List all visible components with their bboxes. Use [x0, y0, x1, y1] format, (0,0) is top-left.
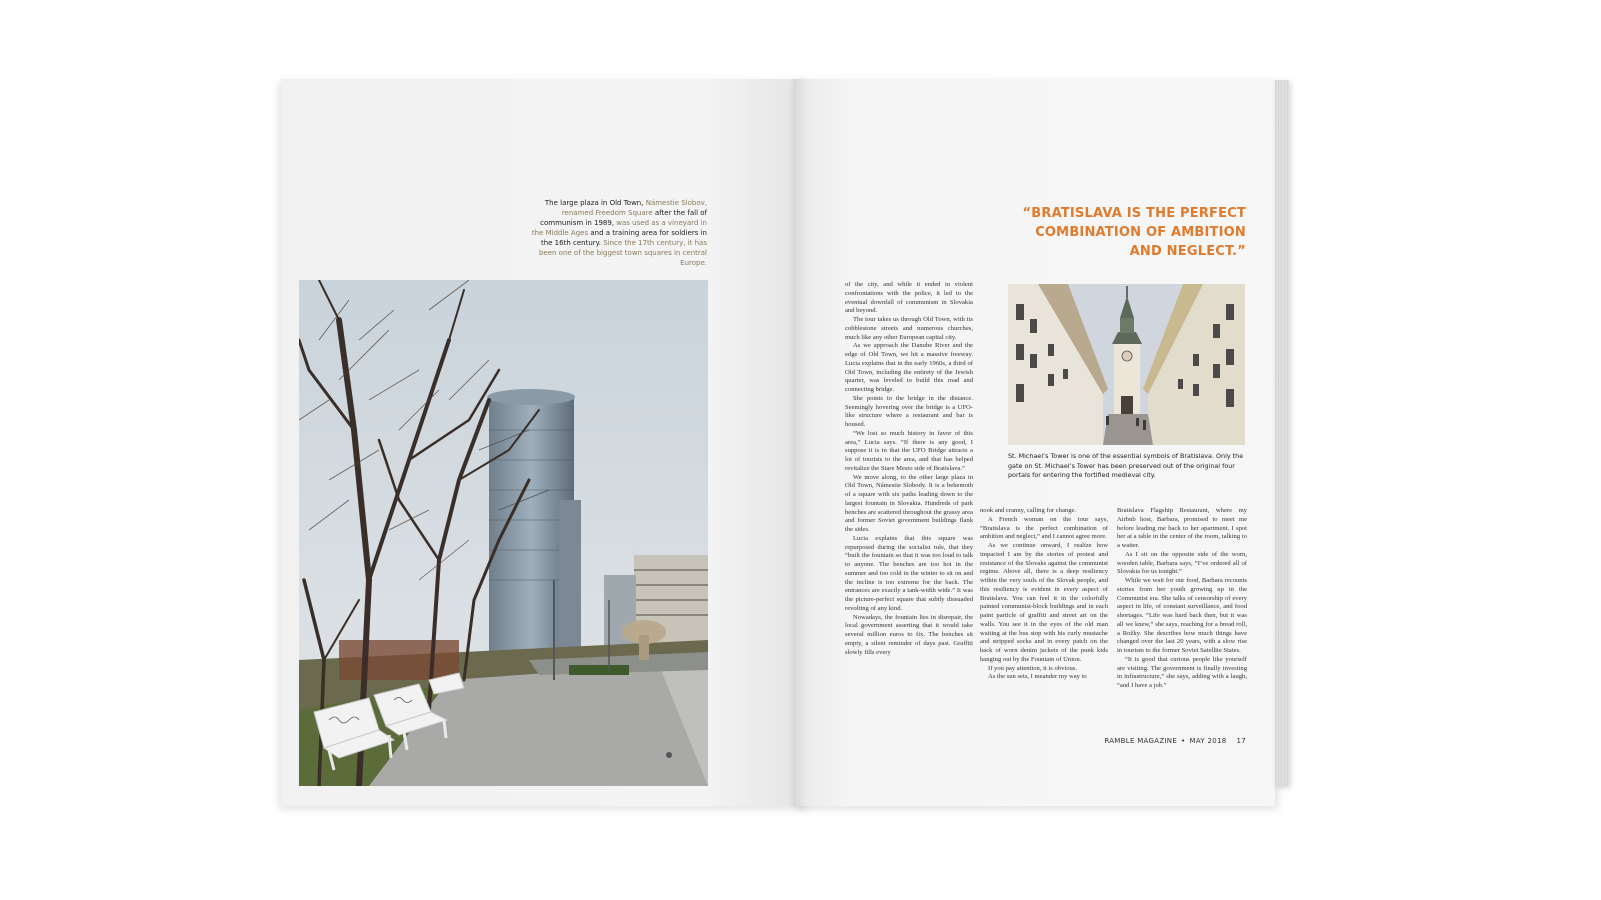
caption-part: after the fall of communism in 1989,: [540, 209, 707, 227]
left-photo-caption: [530, 198, 707, 268]
caption-part: Námestie Slobov, renamed Freedom Square: [561, 199, 707, 217]
magazine-name: RAMBLE MAGAZINE: [1104, 737, 1178, 745]
tower-photo-caption: St. Michael’s Tower is one of the essential symbols of Bratislava. Only the gate on St. Michael’s Tower has been preserved out of the original four portals for entering the fortified medieval city.: [1008, 452, 1244, 480]
paragraph: A French woman on the tour says, “Bratislava is the perfect combination of ambition and neglect,” and I cannot agree more.: [980, 515, 1108, 541]
body-column-1: [845, 281, 973, 657]
paragraph: “It is good that curious people like yourself are visiting. The government is finally investing in infrastructure,” she says, adding with a laugh, “and I have a job.”: [1117, 655, 1247, 689]
paragraph: Bratislava Flagship Restaurant, where my Airbnb host, Barbara, promised to meet me before leading me back to her apartment. I spot her at a table in the center of the room, talking to a waiter.: [1117, 507, 1247, 549]
paragraph: nook and cranny, calling for change.: [980, 507, 1077, 514]
paragraph: The tour takes us through Old Town, with its cobblestone streets and numerous churches, much like any other European capital city.: [845, 316, 973, 341]
body-column-3: [1117, 507, 1247, 691]
old-town-plaza-photo: [299, 280, 708, 786]
paragraph: She points to the bridge in the distance. Seemingly hovering over the bridge is a UFO-like structure where a restaurant and bar is housed.: [845, 394, 973, 428]
paragraph: Lucia explains that this square was repurposed during the socialist rule, that they “built the fountain so that it was too loud to talk to anyone. The benches are too hot in the summer and too cold in the winter to sit on and the incline is too extreme for the back. The entrances are exactly a tank-width wide.” It was the picture-perfect square that subtly dissuaded revolting of any kind.: [845, 534, 973, 612]
caption-part: was used as a vineyard in the Middle Ages: [531, 219, 707, 237]
footer-separator: •: [1181, 737, 1186, 745]
paragraph: of the city, and while it ended in violent confrontations with the police, it led to the eventual downfall of communism in Slovakia and beyond.: [845, 281, 973, 315]
paragraph: “We lost so much history in favor of this area,” Lucia says. “If there is any good, I suppose it is in that the UFO Bridge attracts a lot of tourists to the area, and that has helped revitalize the Stare Mesto side of Bratislava.”: [845, 429, 973, 472]
paragraph: As we approach the Danube River and the edge of Old Town, we hit a massive freeway. Lucia explains that in the early 1960s, a third of Old Town, including the entirety of the Jewish quarter, was leveled to build this road and connecting bridge.: [845, 342, 973, 393]
page-footer: [980, 737, 1246, 745]
tower-photo-illustration: [1008, 284, 1245, 445]
paragraph: Nowadays, the fountain lies in disrepair, the local government asserting that it would take several million euros to fix. The benches sit empty, a silent reminder of days past. Graffiti slowly fills every: [845, 613, 973, 656]
plaza-photo-illustration: [299, 280, 708, 786]
paragraph: If you pay attention, it is obvious.: [988, 664, 1078, 672]
caption-part: Since the 17th century, it has been one of the biggest town squares in central Europe.: [538, 239, 707, 267]
paragraph: We move along, to the other large plaza in Old Town, Námestie Slobody. It is a behemoth of a square with six paths leading down to the largest fountain in Slovakia. Hundreds of park benches are scattered throughout the grassy area and former Soviet government buildings flank the sides.: [845, 473, 973, 533]
page-number: 17: [1236, 737, 1246, 745]
paragraph: While we wait for our food, Barbara recounts stories from her youth growing up in the Communist era. She talks of censorship of every aspect in life, of constant surveillance, and food shortages. “Life was hard back then, but it was all we knew,” she says, reaching for a bread roll, a Rožky. She describes how much things have changed over the last 20 years, with a slow rise in tourism to the former Soviet Satellite States.: [1117, 577, 1247, 654]
pull-quote: “BRATISLAVA IS THE PERFECT COMBINATION OF AMBITION AND NEGLECT.”: [1022, 206, 1246, 259]
paragraph: As the sun sets, I meander my way to: [988, 673, 1087, 681]
page-edge-stack: [1275, 80, 1289, 786]
issue-date: MAY 2018: [1189, 737, 1227, 745]
body-column-2: [980, 507, 1108, 682]
paragraph: As I sit on the opposite side of the worn, wooden table, Barbara says, “I’ve ordered all of Slovakia for us tonight.”: [1117, 550, 1247, 576]
st-michaels-tower-photo: [1008, 284, 1245, 445]
caption-part: The large plaza in Old Town,: [544, 199, 646, 207]
paragraph: As we continue onward, I realize how impacted I am by the stories of protest and resistance of the Slovaks against the communist regime. Above all, there is a deep resiliency within the very souls of the Slovak people, and this resiliency is evident in every aspect of Bratislava. You can feel it in the colorfully painted communist-block buildings and in each paint particle of graffiti and street art on the walls. You see it in the eyes of the old man waiting at the bus stop with his curly mustache and stripped socks and in every patch on the back of worn denim jackets of the punk kids hanging out by the Fountain of Union.: [980, 542, 1108, 663]
caption-part: and a training area for soldiers in the 16th century.: [540, 229, 707, 247]
